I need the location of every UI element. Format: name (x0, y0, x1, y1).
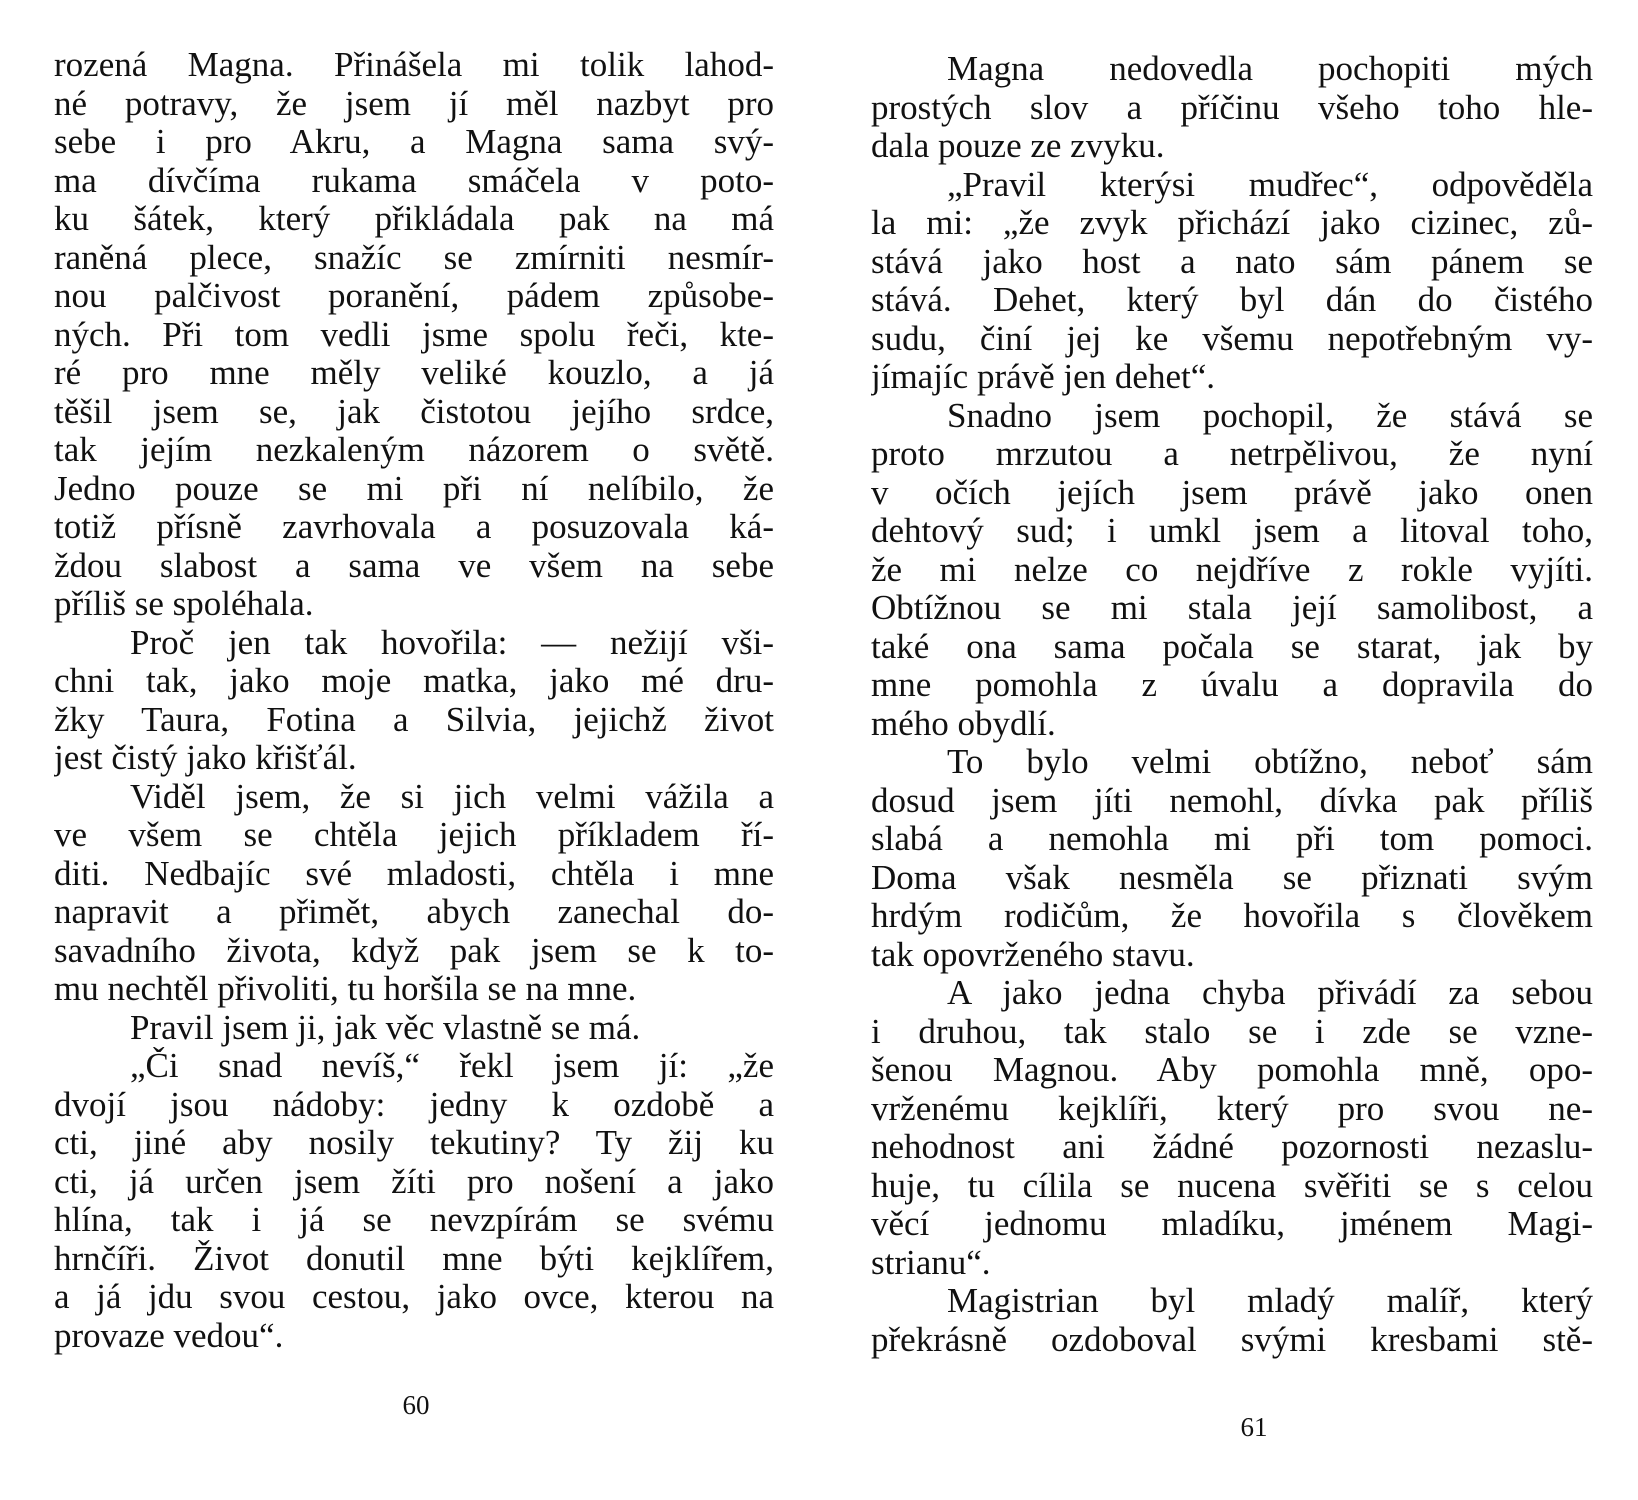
right-page (819, 0, 1638, 1500)
text-line: hrnčíři. Život donutil mne býti kejklířem, (54, 1239, 774, 1278)
text-line: rozená Magna. Přinášela mi tolik lahod- (54, 46, 774, 84)
text-line: ných. Při tom vedli jsme spolu řeči, kte- (54, 315, 774, 354)
text-line: dvojí jsou nádoby: jedny k ozdobě a (54, 1085, 774, 1124)
text-line: mu nechtěl přivoliti, tu horšila se na mne. (54, 970, 637, 1008)
left-page-text (54, 46, 774, 1355)
text-line: Magna nedovedla pochopiti mých (947, 50, 1593, 88)
text-line: dala pouze ze zvyku. (871, 127, 1165, 165)
text-line: chni tak, jako moje matka, jako mé dru- (54, 662, 774, 700)
text-line: dosud jsem jíti nemohl, dívka pak příliš (871, 781, 1593, 820)
page-number: 61 (1240, 1412, 1268, 1442)
text-line: tak jejím nezkaleným názorem o světě. (54, 431, 774, 469)
text-line: šenou Magnou. Aby pomohla mně, opo- (871, 1051, 1593, 1089)
text-line: sebe i pro Akru, a Magna sama svý- (54, 123, 774, 161)
page-number: 60 (402, 1390, 430, 1420)
text-line: Proč jen tak hovořila: — nežijí vši- (130, 623, 774, 662)
text-line: překrásně ozdoboval svými kresbami stě- (871, 1320, 1593, 1359)
text-line: nou palčivost poranění, pádem způsobe- (54, 277, 774, 315)
text-line: vrženému kejklíři, který pro svou ne- (871, 1089, 1593, 1128)
text-line: To bylo velmi obtížno, neboť sám (947, 743, 1593, 781)
text-line: dehtový sud; i umkl jsem a litoval toho, (871, 512, 1593, 550)
text-line: ku šátek, který přikládala pak na má (54, 200, 774, 238)
text-line: hrdým rodičům, že hovořila s člověkem (871, 897, 1593, 935)
text-line: věcí jednomu mladíku, jménem Magi- (871, 1205, 1593, 1243)
text-line: žky Taura, Fotina a Silvia, jejichž život (54, 700, 774, 739)
text-line: mne pomohla z úvalu a dopravila do (871, 666, 1593, 704)
text-line: Jedno pouze se mi při ní nelíbilo, že (54, 469, 774, 508)
text-line: stává. Dehet, který byl dán do čistého (871, 281, 1593, 319)
text-line: provaze vedou“. (54, 1316, 284, 1355)
text-line: tak opovrženého stavu. (871, 935, 1195, 974)
text-line: sudu, činí jej ke všemu nepotřebným vy- (871, 319, 1593, 358)
text-line: těšil jsem se, jak čistotou jejího srdce, (54, 392, 774, 431)
text-line: Pravil jsem ji, jak věc vlastně se má. (130, 1008, 641, 1047)
text-line: strianu“. (871, 1243, 991, 1282)
text-line: „Pravil kterýsi mudřec“, odpověděla (947, 165, 1593, 204)
text-line: Viděl jsem, že si jich velmi vážila a (130, 777, 774, 816)
text-line: v očích jejích jsem právě jako onen (871, 473, 1593, 512)
text-line: ždou slabost a sama ve všem na sebe (54, 546, 774, 585)
text-line: stává jako host a nato sám pánem se (871, 242, 1593, 281)
text-line: diti. Nedbajíc své mladosti, chtěla i mne (54, 854, 774, 893)
text-line: jest čistý jako křišťál. (54, 739, 357, 777)
text-line: „Či snad nevíš,“ řekl jsem jí: „že (130, 1047, 774, 1085)
text-line: také ona sama počala se starat, jak by (871, 627, 1593, 666)
text-line: savadního života, když pak jsem se k to- (54, 931, 774, 970)
text-line: proto mrzutou a netrpělivou, že nyní (871, 435, 1593, 473)
text-line: Snadno jsem pochopil, že stává se (947, 396, 1593, 435)
text-line: nehodnost ani žádné pozornosti nezaslu- (871, 1128, 1593, 1166)
text-line: ma dívčíma rukama smáčela v poto- (54, 161, 774, 200)
text-line: jímajíc právě jen dehet“. (871, 358, 1216, 396)
text-line: napravit a přimět, abych zanechal do- (54, 893, 774, 931)
text-line: slabá a nemohla mi při tom pomoci. (871, 820, 1593, 858)
text-line: i druhou, tak stalo se i zde se vzne- (871, 1012, 1593, 1051)
text-line: Obtížnou se mi stala její samolibost, a (871, 589, 1593, 627)
text-line: hlína, tak i já se nevzpírám se svému (54, 1201, 774, 1239)
text-line: cti, já určen jsem žíti pro nošení a jako (54, 1162, 774, 1201)
text-line: né potravy, že jsem jí měl nazbyt pro (54, 84, 774, 123)
text-line: la mi: „že zvyk přichází jako cizinec, zů- (871, 204, 1593, 242)
text-line: raněná plece, snažíc se zmírniti nesmír- (54, 238, 774, 277)
text-line: cti, jiné aby nosily tekutiny? Ty žij ku (54, 1124, 774, 1162)
text-line: že mi nelze co nejdříve z rokle vyjíti. (871, 550, 1593, 589)
text-line: mého obydlí. (871, 704, 1056, 743)
text-line: Magistrian byl mladý malíř, který (947, 1282, 1593, 1320)
text-line: prostých slov a příčinu všeho toho hle- (871, 88, 1593, 127)
text-line: totiž přísně zavrhovala a posuzovala ká- (54, 508, 774, 546)
text-line: příliš se spoléhala. (54, 585, 314, 623)
text-line: Doma však nesměla se přiznati svým (871, 858, 1593, 897)
text-line: a já jdu svou cestou, jako ovce, kterou na (54, 1278, 774, 1316)
text-line: huje, tu cílila se nucena svěřiti se s celou (871, 1166, 1593, 1205)
text-line: A jako jedna chyba přivádí za sebou (947, 974, 1593, 1012)
text-line: ve všem se chtěla jejich příkladem ří- (54, 816, 774, 854)
right-page-text (871, 50, 1593, 1359)
text-line: ré pro mne měly veliké kouzlo, a já (54, 354, 774, 392)
